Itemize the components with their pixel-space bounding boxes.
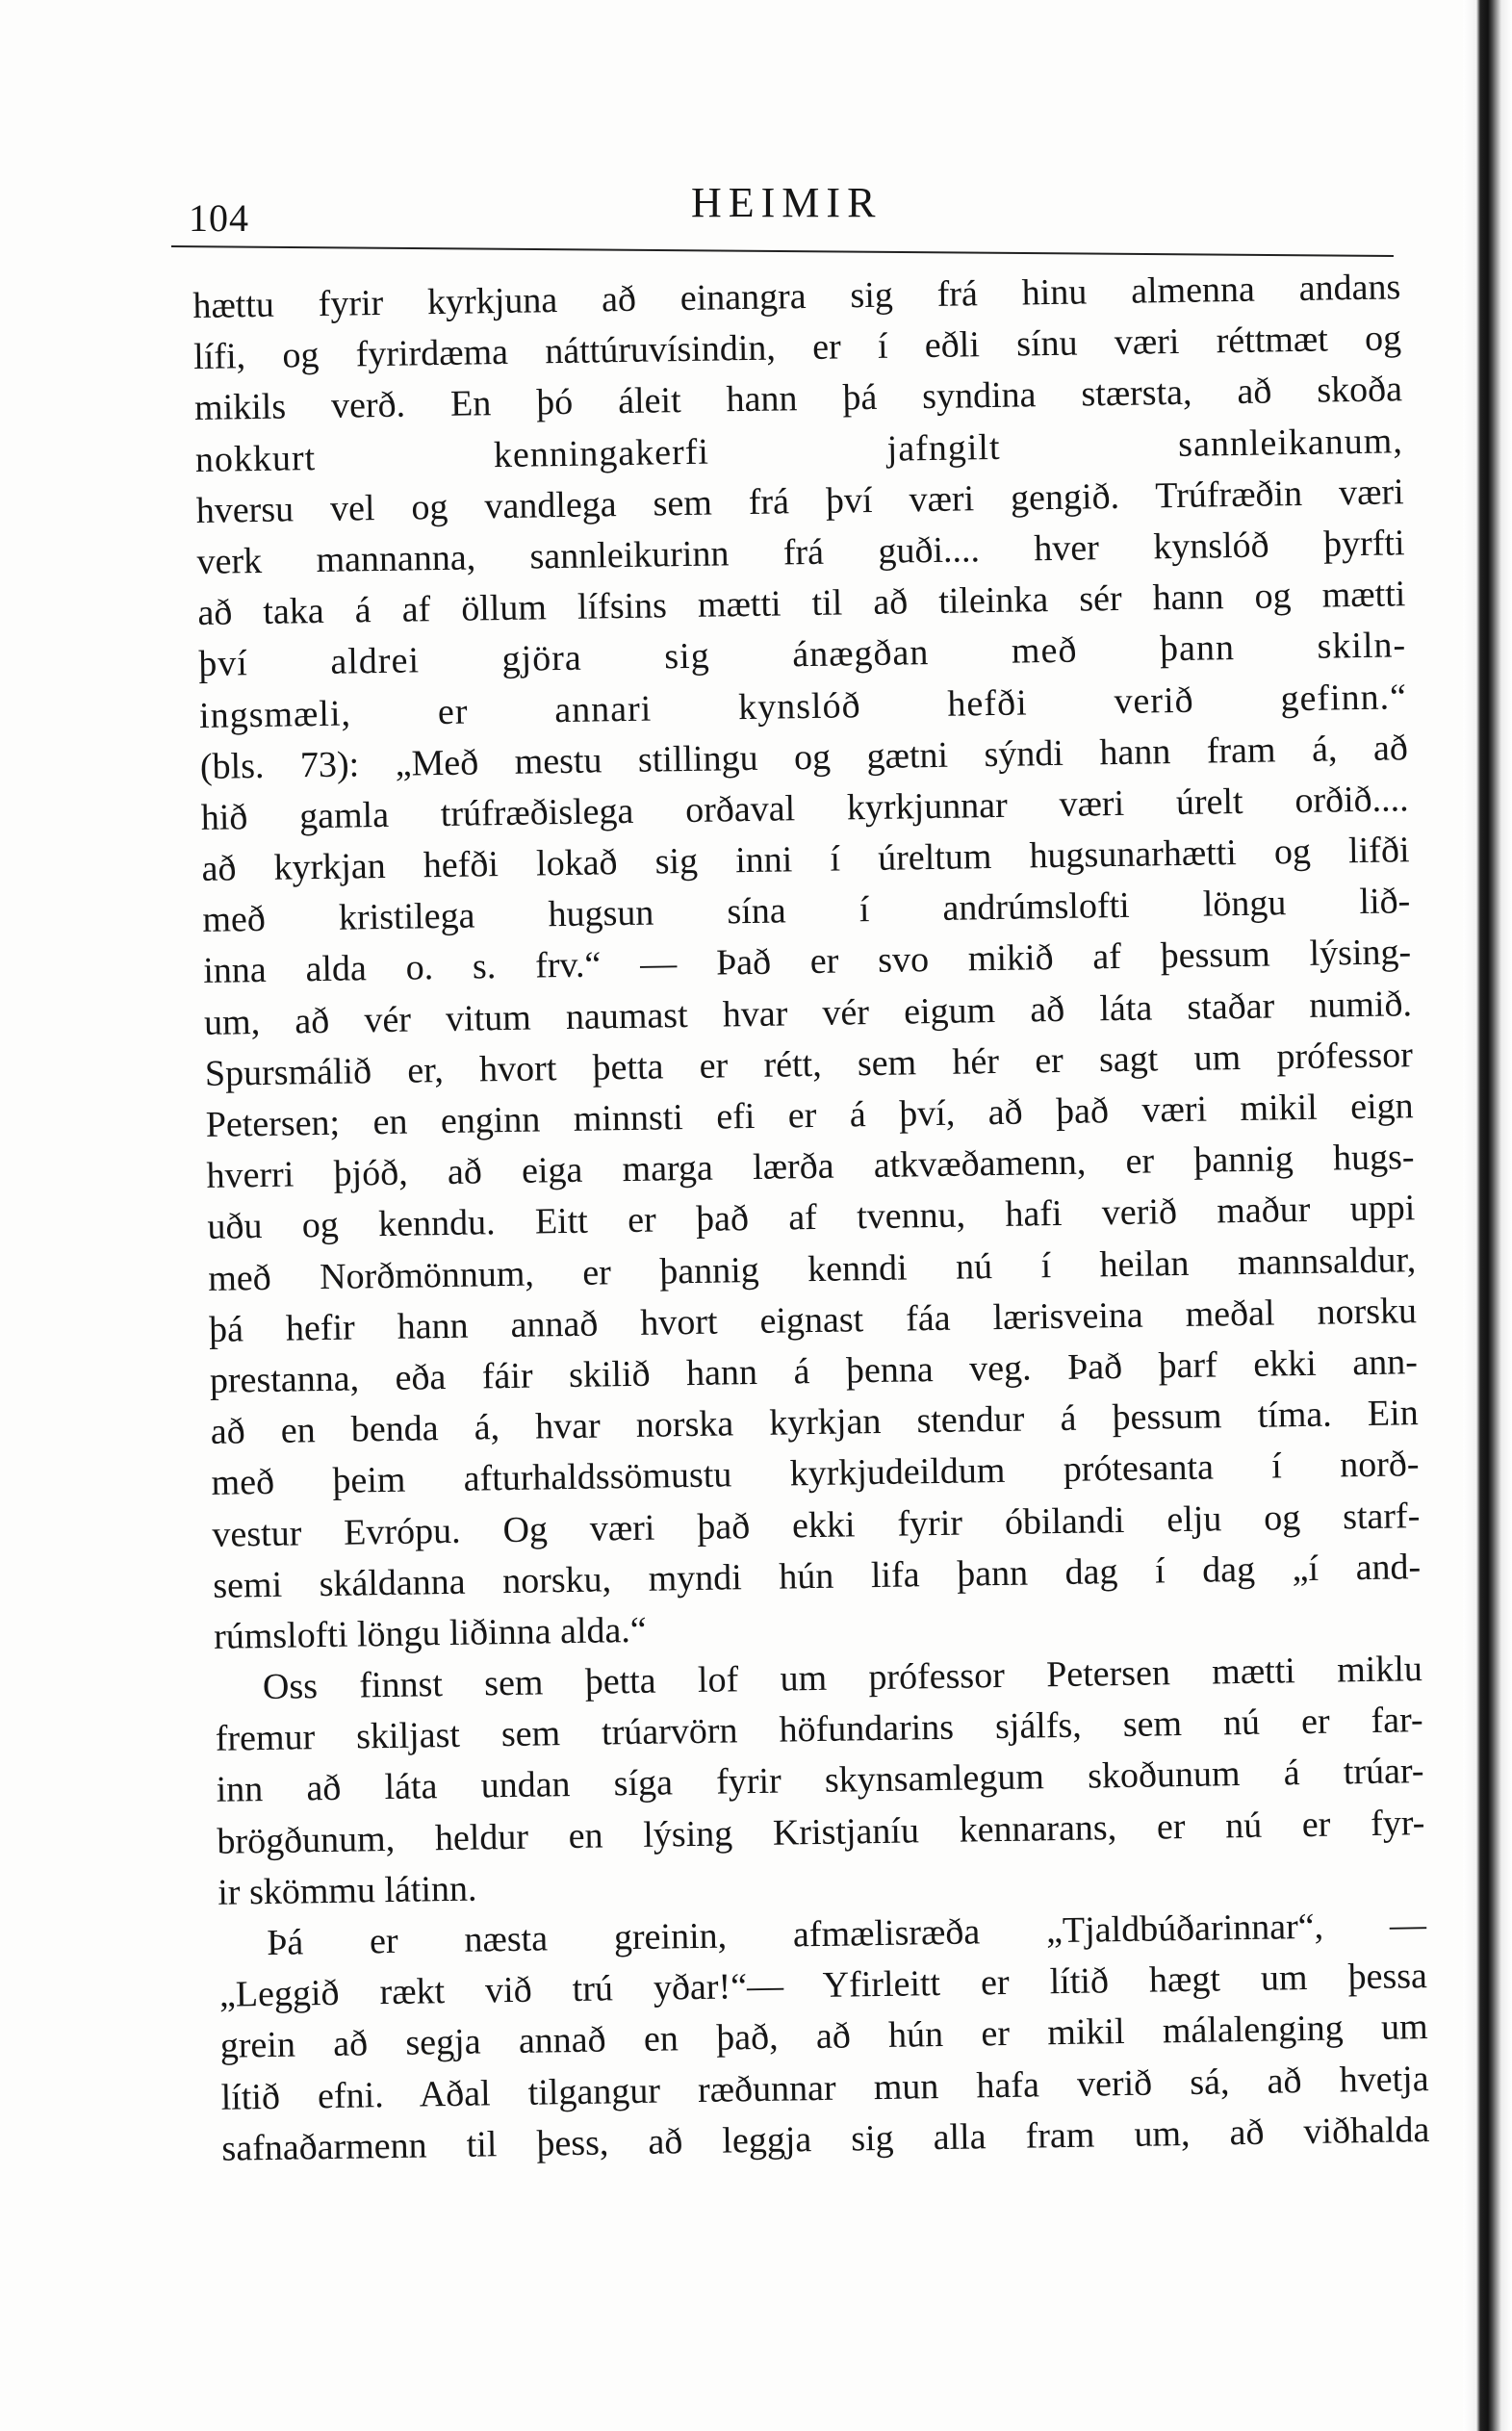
text-line: lítið efni. Aðal tilgangur ræðunnar mun hafa verið sá, að hvetja (220, 2058, 1429, 2118)
text-line: nokkurt kenningakerfi jafngilt sannleikanum, (194, 420, 1404, 480)
text-line: Þá er næsta greinin, afmælisræða „Tjaldbúðarinnar“, — (266, 1905, 1427, 1963)
text-line: hættu fyrir kyrkjuna að einangra sig frá hinu almenna andans (192, 267, 1401, 326)
header-rule (171, 245, 1394, 257)
text-line: lífi, og fyrirdæma náttúruvísindin, er í eðli sínu væri réttmæt og (192, 318, 1402, 378)
text-line: þá hefir hann annað hvort eignast fáa lærisveina meðal norsku (208, 1290, 1418, 1350)
text-line: um, að vér vitum naumast hvar vér eigum að láta staðar numið. (203, 983, 1413, 1043)
text-line: safnaðarmenn til þess, að leggja sig alla fram um, að viðhalda (221, 2109, 1430, 2169)
text-line: að kyrkjan hefði lokað sig inni í úreltum hugsunarhætti og lifði (201, 830, 1410, 889)
text-line: rúmslofti löngu liðinna alda.“ (213, 1609, 647, 1657)
text-line: inn að láta undan síga fyrir skynsamlegum skoðunum á trúar- (216, 1751, 1424, 1811)
running-title: HEIMIR (691, 179, 883, 226)
text-line: hið gamla trúfræðislega orðaval kyrkjunnar væri úrelt orðið.... (200, 779, 1409, 838)
text-line: grein að segja annað en það, að hún er mikil málalenging um (219, 2007, 1428, 2067)
text-line: með kristilega hugsun sína í andrúmslofti löngu lið- (202, 881, 1411, 941)
running-head (171, 178, 1422, 245)
body-text (192, 262, 1430, 2174)
text-line: með þeim afturhaldssömustu kyrkjudeildum prótesanta í norð- (211, 1444, 1420, 1504)
text-line: uðu og kenndu. Eitt er það af tvennu, hafi verið maður uppi (207, 1188, 1416, 1248)
text-line: (bls. 73): „Með mestu stillingu og gætni sýndi hann fram á, að (199, 727, 1409, 787)
text-line: Spursmálið er, hvort þetta er rétt, sem hér er sagt um prófessor (204, 1035, 1414, 1094)
text-line: vestur Evrópu. Og væri það ekki fyrir óbilandi elju og starf- (212, 1495, 1421, 1555)
text-line: semi skáldanna norsku, myndi hún lifa þann dag í dag „í and- (212, 1546, 1422, 1606)
text-line: Petersen; en enginn minnsti efi er á því, að það væri mikil eign (205, 1086, 1414, 1145)
text-line: ingsmæli, er annari kynslóð hefði verið gefinn.“ (198, 676, 1408, 736)
page-number: 104 (189, 196, 249, 240)
text-line: fremur skiljast sem trúarvörn höfundarins sjálfs, sem nú er far- (215, 1700, 1423, 1760)
text-line: að taka á af öllum lífsins mætti til að tileinka sér hann og mætti (197, 574, 1406, 634)
text-line: verk mannanna, sannleikurinn frá guði.... hver kynslóð þyrfti (196, 523, 1405, 582)
text-line: hversu vel og vandlega sem frá því væri gengið. Trúfræðin væri (195, 472, 1404, 531)
text-line: því aldrei gjöra sig ánægðan með þann skiln- (197, 625, 1407, 685)
text-line: brögðunum, heldur en lýsing Kristjaníu kennarans, er nú er fyr- (217, 1802, 1425, 1862)
text-line: „Leggið rækt við trú yðar!“— Yfirleitt er lítið hægt um þessa (218, 1956, 1428, 2015)
text-line: ir skömmu látinn. (217, 1868, 477, 1913)
text-line: inna alda o. s. frv.“ — Það er svo mikið af þessum lýsing- (202, 932, 1412, 992)
text-line: mikils verð. En þó áleit hann þá syndina stærsta, að skoða (193, 369, 1403, 429)
text-line: að en benda á, hvar norska kyrkjan stendur á þessum tíma. Ein (210, 1393, 1419, 1452)
book-spine-edge (1463, 0, 1512, 2431)
text-line: hverri þjóð, að eiga marga lærða atkvæðamenn, er þannig hugs- (206, 1137, 1415, 1197)
text-line: Oss finnst sem þetta lof um prófessor Petersen mætti miklu (262, 1649, 1423, 1708)
text-line: með Norðmönnum, er þannig kenndi nú í heilan mannsaldur, (207, 1239, 1417, 1299)
text-line: prestanna, eða fáir skilið hann á þenna veg. Það þarf ekki ann- (209, 1342, 1419, 1401)
